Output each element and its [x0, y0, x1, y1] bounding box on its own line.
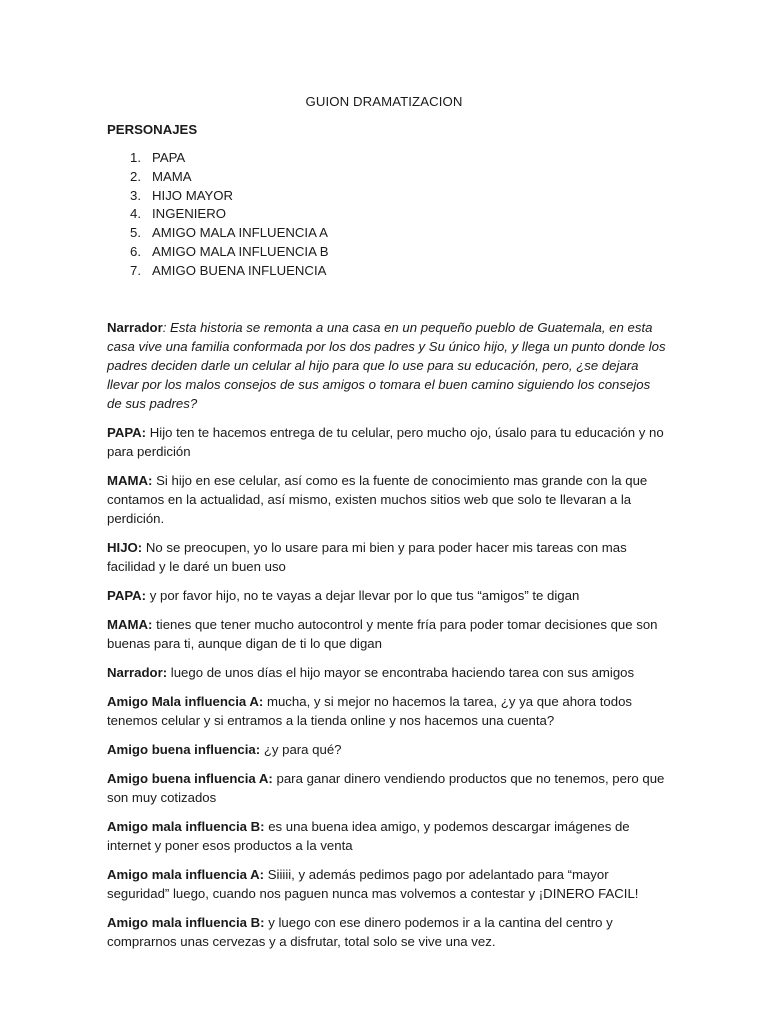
line-text: No se preocupen, yo lo usare para mi bien y para poder hacer mis tareas con mas facilidad y le daré un buen uso: [107, 540, 627, 574]
speaker-label: Amigo buena influencia A:: [107, 771, 273, 786]
list-item: [107, 204, 329, 223]
character-name: AMIGO MALA INFLUENCIA A: [152, 225, 328, 241]
character-name: INGENIERO: [152, 206, 227, 222]
character-name: MAMA: [152, 168, 192, 184]
line-text: y luego con ese dinero podemos ir a la cantina del centro y comprarnos unas cervezas y a disfrutar, total solo se vive una vez.: [107, 915, 613, 949]
line-text: mucha, y si mejor no hacemos la tarea, ¿y ya que ahora todos tenemos celular y si entramos a la tienda online y nos hacemos una cuenta?: [107, 694, 633, 728]
line-text: para ganar dinero vendiendo productos que no tenemos, pero que son muy cotizados: [107, 771, 665, 805]
speaker-label: PAPA:: [107, 588, 147, 603]
list-number: 7.: [130, 262, 141, 278]
list-item: [107, 167, 329, 186]
speaker-label: Amigo mala influencia A:: [107, 867, 265, 882]
dialogue-line: [107, 471, 667, 528]
line-text: Si hijo en ese celular, así como es la fuente de conocimiento mas grande con la que contamos en la actualidad, así mismo, existen muchos sitios web que solo te llevaran a la perdición.: [107, 473, 648, 526]
line-text: Siiiii, y además pedimos pago por adelantado para “mayor seguridad” luego, cuando nos paguen nunca mas volvemos a contestar y ¡DINERO FACIL!: [107, 867, 639, 901]
cast-list: [107, 148, 329, 280]
character-name: HIJO MAYOR: [152, 187, 234, 203]
dialogue-line: [107, 769, 667, 807]
dialogue-line: [107, 538, 667, 576]
speaker-label: Amigo Mala influencia A:: [107, 694, 264, 709]
dialogue-line: [107, 740, 667, 759]
list-number: 6.: [130, 243, 141, 259]
line-text: ¿y para qué?: [263, 742, 342, 757]
list-item: [107, 148, 329, 167]
speaker-label: MAMA:: [107, 473, 153, 488]
speaker-label: Narrador: [107, 320, 163, 335]
document-title: GUION DRAMATIZACION: [305, 94, 463, 109]
script-dialogue: [107, 318, 667, 961]
dialogue-line: [107, 913, 667, 951]
line-text: es una buena idea amigo, y podemos descargar imágenes de internet y poner esos productos a la venta: [107, 819, 630, 853]
list-number: 1.: [130, 150, 141, 165]
dialogue-line: [107, 423, 667, 461]
line-text: y por favor hijo, no te vayas a dejar llevar por lo que tus “amigos” te digan: [149, 588, 580, 603]
list-item: [107, 261, 329, 280]
speaker-label: HIJO:: [107, 540, 143, 555]
list-number: 5.: [130, 225, 141, 241]
dialogue-line: [107, 817, 667, 855]
dialogue-line: [107, 586, 667, 605]
character-name: AMIGO BUENA INFLUENCIA: [152, 262, 327, 278]
speaker-label: Amigo mala influencia B:: [107, 819, 265, 834]
list-number: 2.: [130, 168, 141, 184]
speaker-label: Amigo buena influencia:: [107, 742, 261, 757]
list-item: [107, 242, 329, 261]
list-number: 3.: [130, 187, 141, 203]
dialogue-line: [107, 615, 667, 653]
list-item: [107, 223, 329, 242]
list-number: 4.: [130, 206, 141, 222]
dialogue-line: [107, 692, 667, 730]
dialogue-line: [107, 865, 667, 903]
speaker-label: MAMA:: [107, 617, 153, 632]
cast-heading: PERSONAJES: [107, 122, 198, 137]
character-name: PAPA: [152, 150, 186, 165]
character-name: AMIGO MALA INFLUENCIA B: [152, 243, 329, 259]
line-separator: :: [162, 320, 171, 335]
line-text: tienes que tener mucho autocontrol y mente fría para poder tomar decisiones que son buenas para ti, aunque digan de ti lo que digan: [107, 617, 658, 651]
dialogue-line: [107, 663, 667, 682]
speaker-label: PAPA:: [107, 425, 147, 440]
line-text: Hijo ten te hacemos entrega de tu celular, pero mucho ojo, úsalo para tu educación y no para perdición: [107, 425, 664, 459]
speaker-label: Narrador:: [107, 665, 168, 680]
line-text: luego de unos días el hijo mayor se encontraba haciendo tarea con sus amigos: [170, 665, 635, 680]
narrator-line: [107, 318, 667, 413]
list-item: [107, 186, 329, 205]
speaker-label: Amigo mala influencia B:: [107, 915, 265, 930]
line-text: Esta historia se remonta a una casa en un pequeño pueblo de Guatemala, en esta casa vive una familia conformada por los dos padres y Su único hijo, y llega un punto donde los padres deciden darle un celular al hijo para que lo use para su educación, pero, ¿se dejara llevar por los malos consejos de sus amigos o tomara el buen camino siguiendo los consejos de sus padres?: [107, 320, 666, 411]
